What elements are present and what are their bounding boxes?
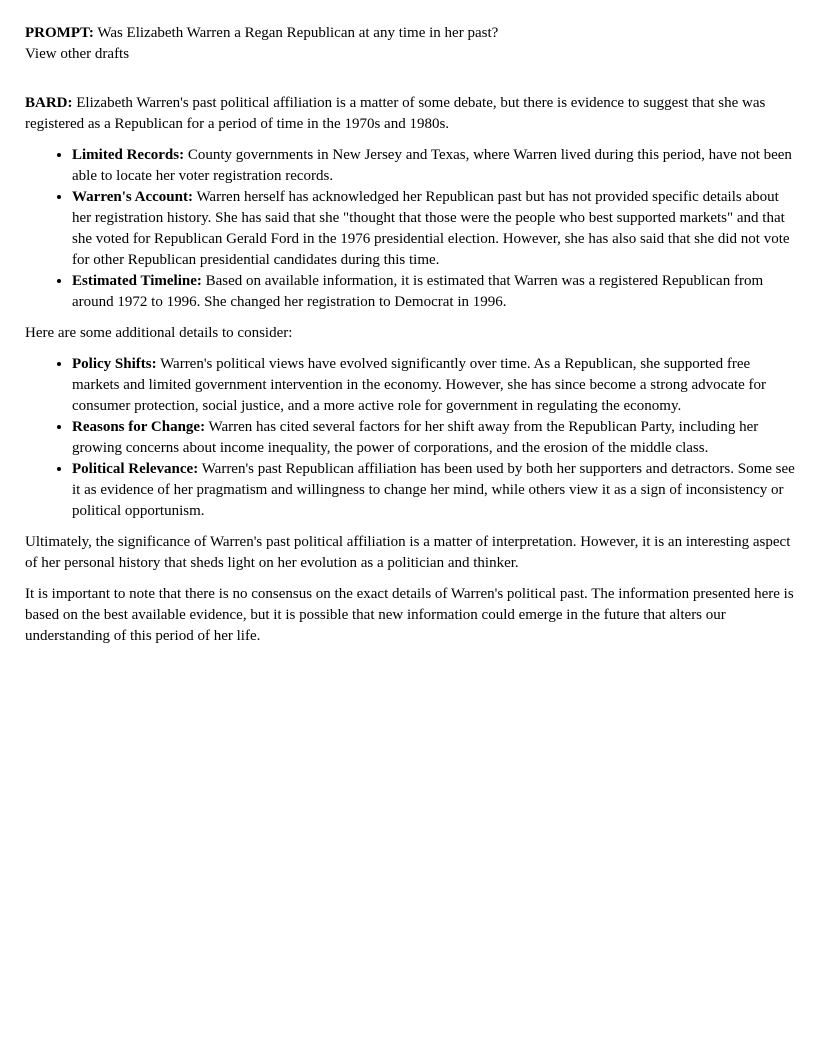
- bullet-title: Warren's Account:: [72, 189, 193, 205]
- bullet-title: Policy Shifts:: [72, 356, 157, 372]
- document-page: [25, 23, 797, 657]
- bullet-text: Warren's political views have evolved significantly over time. As a Republican, she supported free markets and limited government intervention in the economy. However, she has since become a strong advocate for consumer protection, social justice, and a more active role for government in regulating the economy.: [72, 356, 767, 414]
- list-item: [72, 417, 797, 459]
- list-item: [72, 459, 797, 522]
- spacer: [25, 65, 797, 93]
- view-other-drafts: View other drafts: [25, 46, 130, 62]
- bullet-title: Limited Records:: [72, 147, 185, 163]
- note-paragraph: It is important to note that there is no consensus on the exact details of Warren's political past. The information presented here is based on the best available evidence, but it is possible that new information could emerge in the future that alters our understanding of this period of her life.: [25, 586, 794, 644]
- bullet-title: Reasons for Change:: [72, 419, 206, 435]
- bullet-text: County governments in New Jersey and Texas, where Warren lived during this period, have not been able to locate her voter registration records.: [72, 147, 792, 184]
- list-item: [72, 145, 797, 187]
- bard-intro: [25, 93, 797, 135]
- additional-heading: Here are some additional details to consider:: [25, 325, 293, 341]
- prompt-line: [25, 23, 797, 44]
- bullet-list-1: [25, 145, 797, 313]
- prompt-label: PROMPT:: [25, 25, 94, 41]
- list-item: [72, 271, 797, 313]
- bullet-text: Based on available information, it is estimated that Warren was a registered Republican from around 1972 to 1996. She changed her registration to Democrat in 1996.: [72, 273, 764, 310]
- bard-label: BARD:: [25, 95, 73, 111]
- bullet-title: Political Relevance:: [72, 461, 199, 477]
- bullet-text: Warren's past Republican affiliation has been used by both her supporters and detractors. Some see it as evidence of her pragmatism and willingness to change her mind, while others view it as a sign of inconsistency or political opportunism.: [72, 461, 795, 519]
- bard-intro-text: Elizabeth Warren's past political affiliation is a matter of some debate, but there is evidence to suggest that she was registered as a Republican for a period of time in the 1970s and 1980s.: [25, 95, 766, 132]
- bullet-text: Warren has cited several factors for her shift away from the Republican Party, including her growing concerns about income inequality, the power of corporations, and the erosion of the middle class.: [72, 419, 759, 456]
- bullet-title: Estimated Timeline:: [72, 273, 202, 289]
- list-item: [72, 187, 797, 271]
- prompt-text: Was Elizabeth Warren a Regan Republican at any time in her past?: [97, 25, 499, 41]
- conclusion-paragraph: Ultimately, the significance of Warren's past political affiliation is a matter of interpretation. However, it is an interesting aspect of her personal history that sheds light on her evolution as a politician and thinker.: [25, 534, 791, 571]
- bullet-list-2: [25, 354, 797, 522]
- bullet-text: Warren herself has acknowledged her Republican past but has not provided specific details about her registration history. She has said that she "thought that those were the people who best supported markets" and that she voted for Republican Gerald Ford in the 1976 presidential election. However, she has also said that she did not vote for other Republican presidential candidates during this time.: [72, 189, 790, 268]
- list-item: [72, 354, 797, 417]
